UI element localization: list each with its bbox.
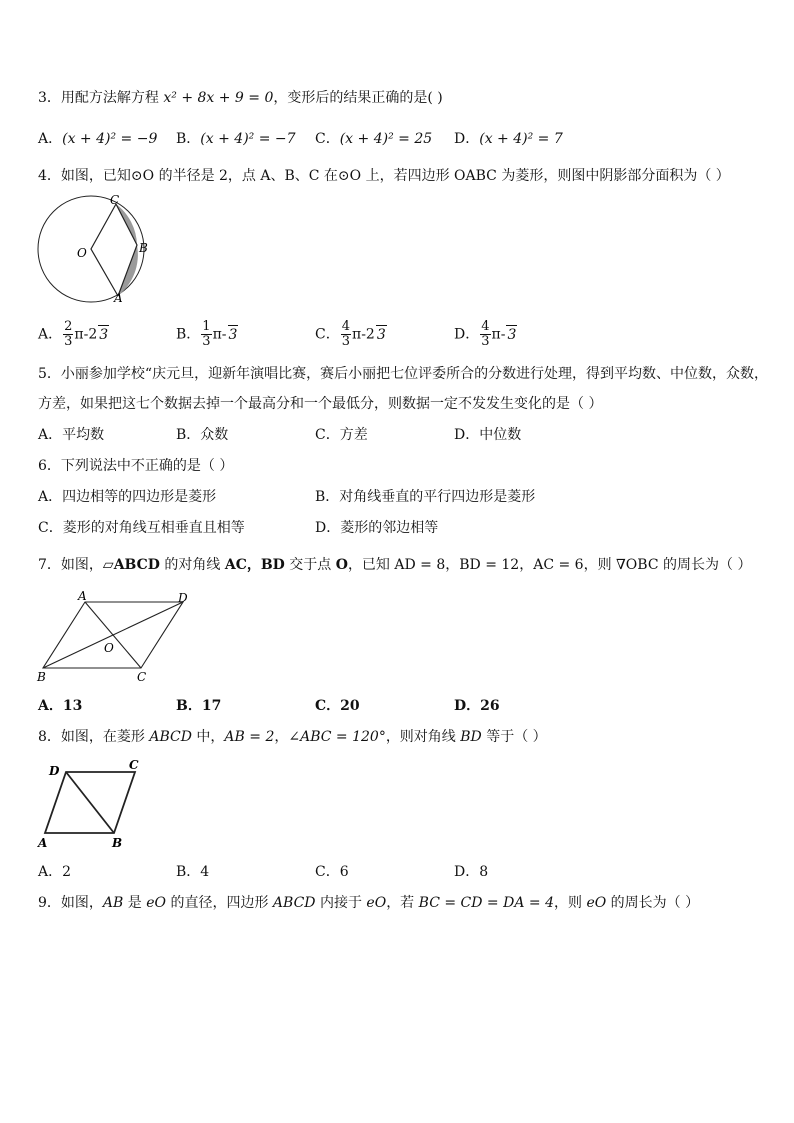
q8-option-b: B．4 <box>176 864 210 880</box>
q7-option-c: C．20 <box>315 698 360 714</box>
q5-stem-line2: 方差，如果把这七个数据去掉一个最高分和一个最低分，则数据一定不发发生变化的是（ ） <box>38 396 603 412</box>
q4-figure-circle-rhombus <box>34 193 154 305</box>
q6-option-b: B．对角线垂直的平行四边形是菱形 <box>315 489 536 505</box>
q4-option-b: B． $\frac{1}{3}$ π- 3 <box>176 319 238 349</box>
q8-label-b: B <box>112 836 123 850</box>
q5-stem-line1: 5．小丽参加学校“庆元旦，迎新年演唱比赛，赛后小丽把七位评委所合的分数进行处理，得到平均数、中位数，众数， <box>38 366 769 382</box>
q4-stem: 4．如图，已知⊙O 的半径是 2，点 A、B、C 在⊙O 上，若四边形 OABC 为菱形，则图中阴影部分面积为（ ） <box>38 168 730 184</box>
q3-option-b: B．(x + 4)² = −7 <box>176 131 296 147</box>
q7-label-c: C <box>137 670 147 684</box>
q4-radii <box>91 204 118 296</box>
q8-option-c: C．6 <box>315 864 349 880</box>
q7-label-b: B <box>37 670 46 684</box>
q4-label-o: O <box>77 246 87 260</box>
q8-option-d: D．8 <box>454 864 489 880</box>
q3-options <box>38 130 758 148</box>
q8-options <box>38 863 758 881</box>
q4-option-c: C． $\frac{4}{3}$ π-2 3 <box>315 319 386 349</box>
q4-label-a: A <box>114 291 123 305</box>
q3-equation: x² + 8x + 9 = 0 <box>163 90 274 106</box>
q3-stem-suffix: ，变形后的结果正确的是( ) <box>273 90 443 106</box>
q6-options-row1 <box>38 488 758 506</box>
q5-option-d: D．中位数 <box>454 427 522 443</box>
q4-label-c: C <box>110 193 120 207</box>
q3-option-a: A．(x + 4)² = −9 <box>38 131 158 147</box>
q5-option-a: A．平均数 <box>38 427 105 443</box>
q7-label-a: A <box>78 589 87 603</box>
q8-option-a: A．2 <box>38 864 72 880</box>
q7-options <box>38 697 758 715</box>
q6-option-c: C．菱形的对角线互相垂直且相等 <box>38 520 245 536</box>
q7-option-b: B．17 <box>176 698 222 714</box>
q8-label-c: C <box>129 758 139 772</box>
q3-stem <box>38 89 443 107</box>
q6-option-d: D．菱形的邻边相等 <box>315 520 439 536</box>
q8-stem: 8．如图，在菱形 ABCD 中，AB = 2，∠ABC = 120°，则对角线 BD 等于（ ） <box>38 729 547 745</box>
q7-label-d: D <box>178 591 188 605</box>
q7-stem: 7．如图，▱ABCD 的对角线 AC，BD 交于点 O，已知 AD = 8，BD = 12，AC = 6，则 ∇OBC 的周长为（ ） <box>38 557 752 573</box>
q7-option-a: A．13 <box>38 698 83 714</box>
q7-figure-parallelogram <box>34 588 199 684</box>
q9-stem: 9．如图，AB 是 eO 的直径，四边形 ABCD 内接于 eO，若 BC = CD = DA = 4，则 eO 的周长为（ ） <box>38 895 700 911</box>
q4-option-a: A． $\frac{2}{3}$ π-2 3 <box>38 319 109 349</box>
q4-label-b: B <box>139 241 148 255</box>
q6-option-a: A．四边相等的四边形是菱形 <box>38 489 217 505</box>
q8-diagonal-bd <box>66 772 114 833</box>
q5-options <box>38 426 758 444</box>
q3-option-c: C．(x + 4)² = 25 <box>315 131 433 147</box>
q8-figure-rhombus <box>34 757 146 852</box>
q7-option-d: D．26 <box>454 698 500 714</box>
q3-stem-prefix: 3．用配方法解方程 <box>38 90 164 106</box>
q5-option-c: C．方差 <box>315 427 368 443</box>
q8-label-a: A <box>38 836 48 850</box>
q4-options <box>38 320 758 356</box>
q5-option-b: B．众数 <box>176 427 229 443</box>
q6-stem: 6．下列说法中不正确的是（ ） <box>38 458 234 474</box>
q8-label-d: D <box>49 764 60 778</box>
q7-label-o: O <box>104 641 114 655</box>
q6-options-row2 <box>38 519 758 537</box>
q7-parallelogram-name: ▱ABCD <box>102 557 160 573</box>
q4-option-d: D． $\frac{4}{3}$ π- 3 <box>454 319 517 349</box>
q3-option-d: D．(x + 4)² = 7 <box>454 131 563 147</box>
